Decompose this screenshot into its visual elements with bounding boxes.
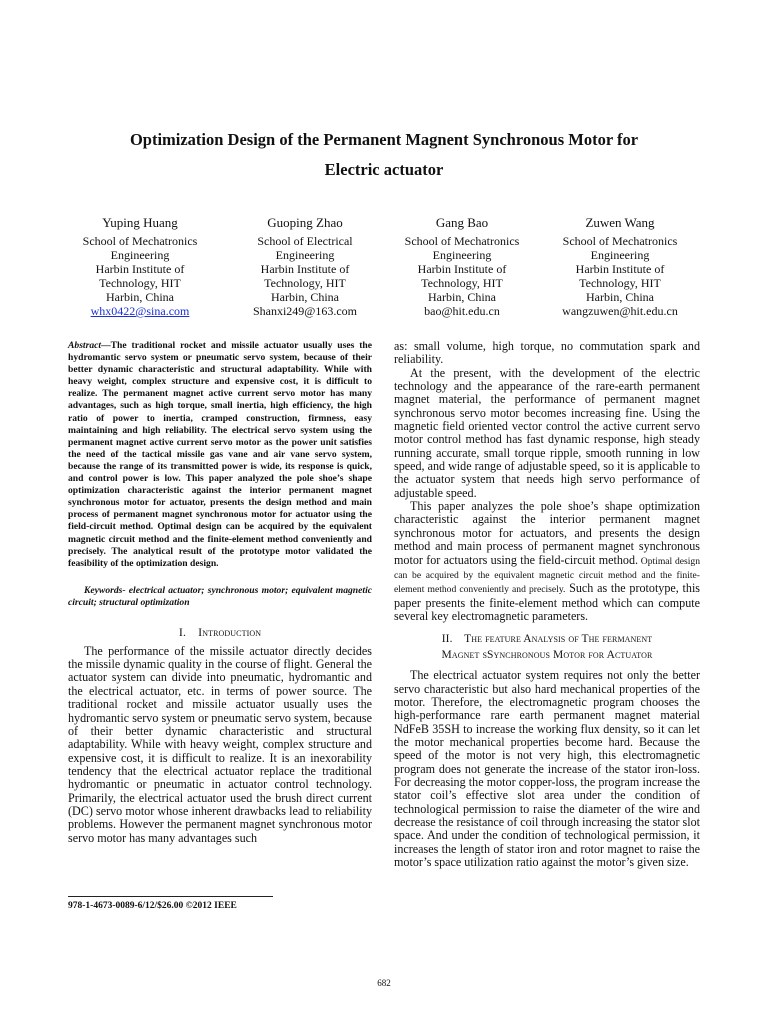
author-email: Shanxi249@163.com — [252, 304, 358, 318]
author-affiliation: Harbin, China — [271, 290, 339, 304]
author-1 — [55, 214, 225, 318]
author-affiliation: Engineering — [110, 248, 170, 262]
author-affiliation: Technology, HIT — [579, 276, 661, 290]
author-4 — [535, 214, 705, 318]
abstract-text: —The traditional rocket and missile actuator usually uses the hydromantic servo system or pneumatic servo system, because of their better dynamic characteristic and structural adaptability. While with heavy weight, complex structure and expensive cost, it is difficult to realize. The permanent magnet active current servo motor has many advantages, such as high torque, small inertia, high efficiency, the high ratio of power to inertia, cramped construction, firmness, easy maintaining and high reliability. The electrical servo system using the permanent magnet active current servo motor as the power unit satisfies the need of the tactical missile gas vane and air vane servo system, because the range of its transmitted power is wide, its response is quick, and control power is low. This paper analyzed the pole shoe’s shape optimization characteristic against the interior permanent magnet synchronous motor for actuator, presents the design method and main process of permanent magnet synchronous motor for actuator using the field-circuit method. Optimal design can be acquired by the equivalent magnetic circuit method and the finite-element method conveniently and precisely. The analytical result of the prototype motor validated the feasibility of the optimization design. — [68, 340, 372, 569]
author-block — [55, 214, 715, 318]
author-affiliation: Harbin Institute of — [575, 262, 665, 276]
author-affiliation: Engineering — [275, 248, 335, 262]
abstract — [68, 340, 372, 570]
section-heading-line-2: Magnet sSynchronous Motor for Actuator — [441, 648, 653, 661]
page-number: 682 — [377, 978, 391, 988]
right-column — [394, 340, 700, 869]
copyright-footnote: 978-1-4673-0089-6/12/$26.00 ©2012 IEEE — [68, 901, 237, 911]
author-affiliation: Engineering — [590, 248, 650, 262]
author-affiliation: Harbin Institute of — [417, 262, 507, 276]
author-affiliation: School of Electrical — [257, 234, 353, 248]
section-heading-introduction: I. Introduction — [178, 624, 262, 639]
author-affiliation: Harbin Institute of — [95, 262, 185, 276]
abstract-label: Abstract — [68, 340, 102, 351]
author-name: Yuping Huang — [102, 215, 178, 230]
author-name: Gang Bao — [435, 215, 489, 230]
author-affiliation: Technology, HIT — [421, 276, 503, 290]
author-affiliation: School of Mechatronics — [562, 234, 678, 248]
footnote-divider — [68, 896, 273, 897]
paragraph-paper-summary-part-1: This paper analyzes the pole shoe’s shape optimization characteristic against the interior permanent magnet synchronous motor for actuators, and presents the design method and main process of permanent magnet synchronous motor for actuators using the field-circuit method. — [394, 499, 700, 567]
paragraph-continued: as: small volume, high torque, no commutation spark and reliability. — [394, 339, 700, 367]
paragraph-paper-summary-part-2: Optimal design can be acquired by the equivalent magnetic circuit method and the finite-element method conveniently and precisely. — [394, 555, 700, 596]
author-affiliation: School of Mechatronics — [82, 234, 198, 248]
paper-title-line-2: Electric actuator — [324, 160, 444, 179]
author-email: wangzuwen@hit.edu.cn — [562, 304, 678, 318]
feature-analysis-paragraph: The electrical actuator system requires not only the better servo characteristic but also hard mechanical properties of the motor. Therefore, the electromagnetic program chooses the high-performance rare earth permanent magnet material NdFeB 35SH to increase the working flux density, so it can let the motor mechanical properties become hard. Because the speed of the motor is not very high, this electromagnetic program does not generate the increase of the stator iron-loss. For decreasing the motor copper-loss, the program increase the stator coil’s effective slot area under the condition of technological permission to raise the diameter of the wire and decrease the resistance of coil through increasing the stator slot space. And under the condition of technological permission, it increases the length of stator iron and rotor magnet to raise the motor’s space utilization ratio against the motor’s given size. — [394, 668, 700, 870]
paper-title — [60, 125, 708, 185]
author-email: bao@hit.edu.cn — [424, 304, 500, 318]
author-affiliation: Technology, HIT — [264, 276, 346, 290]
author-email-link[interactable]: whx0422@sina.com — [90, 304, 190, 318]
author-affiliation: Harbin, China — [106, 290, 174, 304]
author-affiliation: School of Mechatronics — [404, 234, 520, 248]
introduction-paragraph: The performance of the missile actuator directly decides the missile dynamic quality in the course of flight. General the actuator system can divide into pneumatic, hydromantic and the electrical actuator, etc. in terms of power source. The traditional rocket and missile actuator usually uses the hydromantic servo system or pneumatic servo system, because of their better dynamic characteristic and structural adaptability. While with heavy weight, complex structure and expensive cost, it is difficult to realize. It is an inexorability tendency that the electrical actuator replace the traditional hydromantic or pneumatic in actuator control technology. Primarily, the electrical actuator used the brush direct current (DC) servo motor whose inherent drawbacks lead to reliability problems. However the permanent magnet synchronous motor servo motor has many advantages such — [68, 643, 372, 845]
paragraph-present-development: At the present, with the development of the electric technology and the appearance of the rare-earth permanent magnet material, the performance of permanent magnet synchronous servo motor becomes increasing fine. Using the magnetic field oriented vector control the active current servo motor control method has fast dynamic response, high steady running accurate, small torque ripple, smooth running in low speed, and wide range of adjustable speed, so it is applicable to the actuator system that needs high servo performance of adjustable speed. — [394, 365, 700, 500]
author-affiliation: Harbin Institute of — [260, 262, 350, 276]
author-affiliation: Harbin, China — [428, 290, 496, 304]
paragraph-paper-summary — [394, 500, 700, 623]
author-affiliation: Harbin, China — [586, 290, 654, 304]
author-name: Zuwen Wang — [585, 215, 655, 230]
author-affiliation: Engineering — [432, 248, 492, 262]
author-affiliation: Technology, HIT — [99, 276, 181, 290]
keywords: Keywords- electrical actuator; synchronous motor; equivalent magnetic circuit; structural optimization — [68, 584, 372, 608]
author-2 — [220, 214, 390, 318]
left-column — [68, 340, 372, 845]
section-heading-line-1: II. The feature Analysis of The fermanent — [441, 633, 653, 646]
section-heading-feature-analysis — [394, 632, 700, 663]
paragraph-paper-summary-part-3: Such as the prototype, this paper presents the finite-element method which can compute several key electromagnetic parameters. — [394, 581, 701, 623]
paper-title-line-1: Optimization Design of the Permanent Magnent Synchronous Motor for — [129, 130, 639, 149]
author-3 — [377, 214, 547, 318]
author-name: Guoping Zhao — [267, 215, 343, 230]
